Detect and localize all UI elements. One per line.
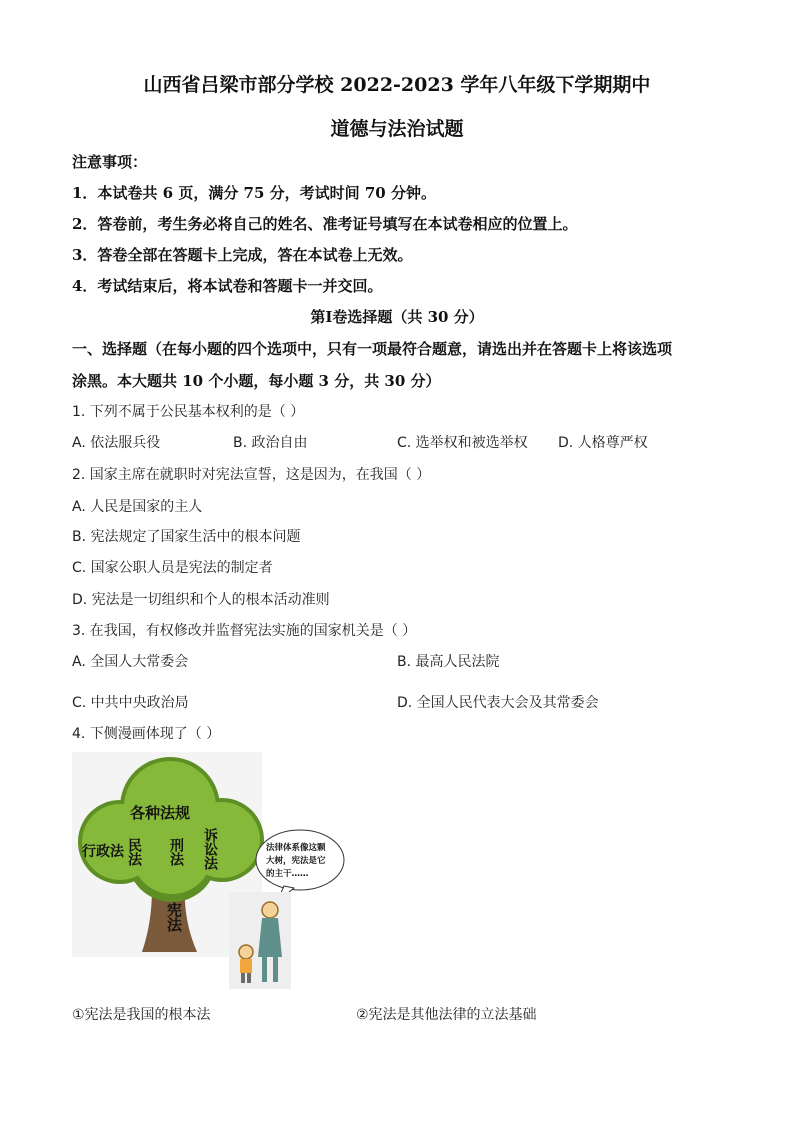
question-stem: 4. 下侧漫画体现了（ ） [72,726,221,742]
option-c: C. 国家公职人员是宪法的制定者 [72,560,273,576]
notice-item: 3．答卷全部在答题卡上完成，答在本试卷上无效。 [72,246,413,264]
crown-label-criminal: 刑法 [168,838,184,866]
bubble-line: 大树，宪法是它 [266,856,326,866]
crown-label-top: 各种法规 [130,804,191,822]
notice-item: 4．考试结束后，将本试卷和答题卡一并交回。 [72,277,383,295]
cartoon-illustration [72,752,348,992]
question-stem: 3. 在我国，有权修改并监督宪法实施的国家机关是（ ） [72,623,417,639]
option-a: A. 全国人大常委会 [72,654,189,670]
crown-label-left: 行政法 [82,844,124,860]
notice-item: 2．答卷前，考生务必将自己的姓名、准考证号填写在本试卷相应的位置上。 [72,215,578,233]
trunk-label: 宪法 [165,902,183,932]
option-d: D. 全国人民代表大会及其常委会 [397,695,599,711]
section-title: 第Ⅰ卷选择题（共 30 分） [310,308,484,326]
crown-label-procedure: 诉讼法 [202,828,218,870]
option-d: D. 宪法是一切组织和个人的根本活动准则 [72,592,330,608]
option-d: D. 人格尊严权 [558,435,648,451]
crown-label-civil: 民法 [126,838,142,866]
option-c: C. 中共中央政治局 [72,695,189,711]
option-a: A. 人民是国家的主人 [72,499,203,515]
option-b: B. 最高人民法院 [397,654,500,670]
notice-item: 1．本试卷共 6 页，满分 75 分，考试时间 70 分钟。 [72,184,436,202]
question-stem: 2. 国家主席在就职时对宪法宣誓，这是因为，在我国（ ） [72,467,431,483]
option-b: B. 政治自由 [233,435,308,451]
section-instruction: 一、选择题（在每小题的四个选项中，只有一项最符合题意，请选出并在答题卡上将该选项 [72,340,673,358]
statement-1: ①宪法是我国的根本法 [72,1007,211,1023]
bubble-line: 法律体系像这颗 [266,843,326,853]
bubble-line: 的主干…… [266,869,309,879]
option-c: C. 选举权和被选举权 [397,435,528,451]
notice-heading: 注意事项： [72,153,148,171]
section-instruction-cont: 涂黑。本大题共 10 个小题，每小题 3 分，共 30 分） [72,372,441,390]
option-a: A. 依法服兵役 [72,435,161,451]
tree-cartoon [72,752,348,992]
statement-2: ②宪法是其他法律的立法基础 [356,1007,537,1023]
question-stem: 1. 下列不属于公民基本权利的是（ ） [72,404,305,420]
option-b: B. 宪法规定了国家生活中的根本问题 [72,529,301,545]
speech-bubble [256,830,344,902]
page-subtitle: 道德与法治试题 [330,118,464,140]
page-title: 山西省吕梁市部分学校 2022-2023 学年八年级下学期期中 [143,74,651,96]
